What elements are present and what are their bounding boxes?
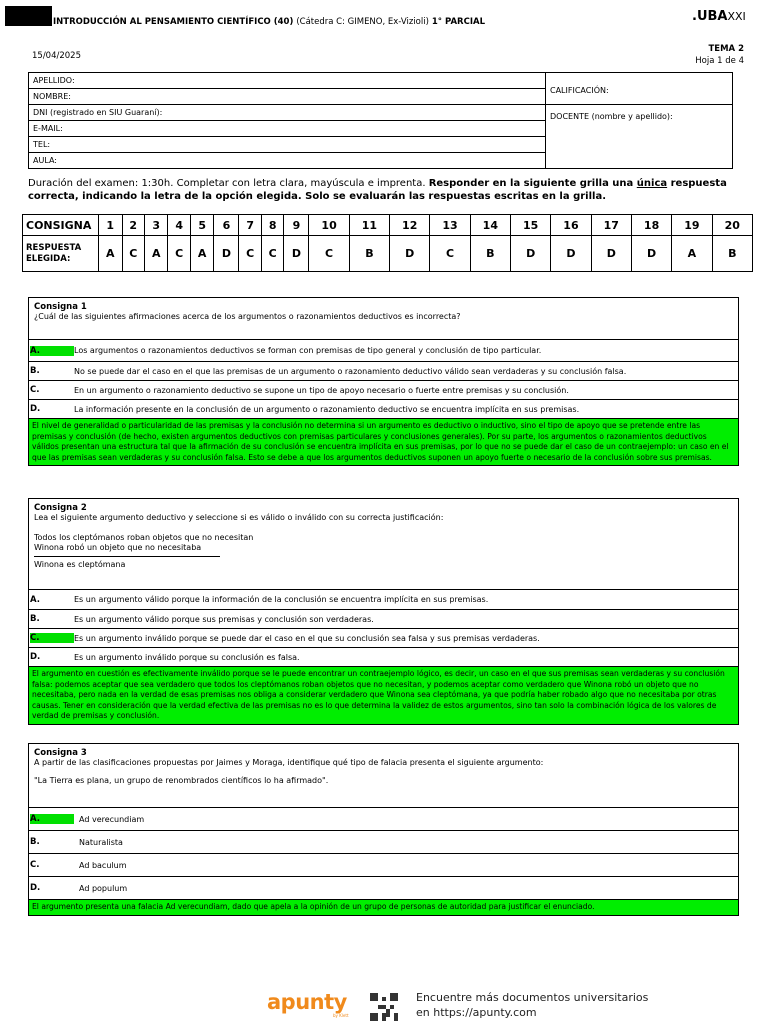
aula-field: AULA: [29, 153, 546, 169]
email-field: E-MAIL: [29, 121, 546, 137]
answer-cell[interactable]: C [430, 236, 470, 272]
option-c: C. Es un argumento inválido porque se puede dar el caso en el que su conclusión sea falsa y sus premisas verdaderas. [29, 628, 738, 647]
answer-cell[interactable]: D [284, 236, 309, 272]
option-d: D. Ad populum [29, 876, 738, 899]
consigna-number: 5 [190, 215, 214, 236]
apunty-logo[interactable]: apunty [267, 990, 347, 1014]
consigna-number: 14 [470, 215, 510, 236]
consigna-2-question: Lea el siguiente argumento deductivo y seleccione si es válido o inválido con su correcta justificación: [34, 513, 444, 522]
conclusion: Winona es cleptómana [34, 560, 126, 569]
premise-1: Todos los cleptómanos roban objetos que no necesitan [34, 533, 254, 542]
option-d: D. La información presente en la conclusión de un argumento o razonamiento deductivo se encuentra implícita en sus premisas. [29, 399, 738, 418]
answer-cell[interactable]: D [214, 236, 239, 272]
answer-cell[interactable]: B [349, 236, 389, 272]
answer-cell[interactable]: D [390, 236, 430, 272]
consigna-3-explanation: El argumento presenta una falacia Ad verecundiam, dado que apela a la opinión de un grupo de personas de autoridad para justificar el enunciado. [29, 899, 738, 915]
footer-link[interactable]: en https://apunty.com [416, 1006, 537, 1019]
apunty-logo-sub: by Klett [333, 1013, 349, 1018]
exam-title: INTRODUCCIÓN AL PENSAMIENTO CIENTÍFICO (40) (Cátedra C: GIMENO, Ex-Vizioli) 1° PARCIAL [53, 17, 485, 27]
header-black-block [5, 6, 52, 26]
option-b: B. Es un argumento válido porque sus premisas y conclusión son verdaderas. [29, 609, 738, 628]
consigna-number: 8 [261, 215, 283, 236]
answer-cell[interactable]: B [712, 236, 752, 272]
answer-cell[interactable]: C [261, 236, 283, 272]
consigna-1-title: Consigna 1 [34, 302, 87, 312]
consigna-number: 19 [672, 215, 712, 236]
consigna-number: 20 [712, 215, 752, 236]
qr-code-icon[interactable] [370, 993, 398, 1021]
dni-field: DNI (registrado en SIU Guaraní): [29, 105, 546, 121]
answer-cell[interactable]: D [631, 236, 671, 272]
consigna-number: 17 [591, 215, 631, 236]
consigna-1-explanation: El nivel de generalidad o particularidad de las premisas y la conclusión no determina si un argumento es deductivo o inductivo, sino el tipo de apoyo que se pretende entre las premisas y conclusión (de hecho, existen argumentos deductivos con premisas particulares y conclusiones generales). Por su parte, los argumentos o razonamientos deductivos válidos presentan una estructura tal que la afirmación de su conclusión se encuentra implícita en sus premisas, por lo que no se puede dar el caso de un contraejemplo: un caso en el que las premisas sean verdaderas y su conclusión falsa. Esto se debe a que los argumentos deductivos suponen un apoyo fuerte o necesario de la conclusión sobre sus premisas. [29, 418, 738, 465]
premise-2: Winona robó un objeto que no necesitaba [34, 543, 202, 552]
nombre-field: NOMBRE: [29, 89, 546, 105]
docente-field: DOCENTE (nombre y apellido): [546, 105, 733, 169]
answer-cell[interactable]: A [99, 236, 123, 272]
option-b: B. No se puede dar el caso en el que las premisas de un argumento o razonamiento deductivo válido sean verdaderas y su conclusión falsa. [29, 361, 738, 380]
consigna-2-title: Consigna 2 [34, 503, 87, 513]
consigna-number: 13 [430, 215, 470, 236]
consigna-3-question: A partir de las clasificaciones propuestas por Jaimes y Moraga, identifique qué tipo de falacia presenta el siguiente argumento: [34, 758, 544, 767]
answer-cell[interactable]: C [122, 236, 144, 272]
student-info-table [28, 72, 733, 169]
consigna-number: 4 [168, 215, 190, 236]
consigna-3 [28, 743, 739, 916]
footer-promo-text: Encuentre más documentos universitarios en https://apunty.com [416, 991, 649, 1019]
answer-cell[interactable]: D [510, 236, 550, 272]
consigna-3-title: Consigna 3 [34, 748, 87, 758]
answer-cell[interactable]: D [551, 236, 591, 272]
answer-cell[interactable]: D [591, 236, 631, 272]
exam-instructions: Duración del examen: 1:30h. Completar con letra clara, mayúscula e imprenta. Responder en la siguiente grilla una única respuesta correcta, indicando la letra de la opción elegida. Solo se evaluarán las respuestas escritas en la grilla. [28, 178, 727, 202]
consigna-1 [28, 297, 739, 466]
apellido-field: APELLIDO: [29, 73, 546, 89]
calificacion-field: CALIFICACIÓN: [546, 73, 733, 105]
conclusion-line [34, 556, 220, 557]
consigna-2-explanation: El argumento en cuestión es efectivamente inválido porque se le puede encontrar un contraejemplo lógico, es decir, un caso en el que sus premisas sean verdaderas y su conclusión falsa: podemos aceptar que sea verdadero que todos los cleptómanos roban objetos que no necesitan, y podemos aceptar como verdadero que Winona robó un objeto que no necesitaba, pero nada en la verdad de esas premisas nos obliga a considerar verdadero que Winona sea cleptómana, ya que podría haber robado algo que no necesitaba por otras causas. Tener en consideración que la verdad efectiva de las premisas no es lo que determina la validez de estos argumentos, sino tan solo la combinación lógica de los valores de verdad de premisas y conclusión. [29, 666, 738, 724]
consigna-1-question: ¿Cuál de las siguientes afirmaciones acerca de los argumentos o razonamientos deductivos es incorrecta? [34, 312, 461, 321]
consigna-label: CONSIGNA [23, 215, 99, 236]
option-c: C. En un argumento o razonamiento deductivo se supone un tipo de apoyo necesario o fuerte entre premisas y su conclusión. [29, 380, 738, 399]
consigna-number: 15 [510, 215, 550, 236]
tel-field: TEL: [29, 137, 546, 153]
option-c: C. Ad baculum [29, 853, 738, 876]
answer-cell[interactable]: C [239, 236, 261, 272]
option-d: D. Es un argumento inválido porque su conclusión es falsa. [29, 647, 738, 666]
option-a: A. Es un argumento válido porque la información de la conclusión se encuentra implícita en sus premisas. [29, 589, 738, 609]
answer-grid [22, 214, 753, 272]
consigna-number: 9 [284, 215, 309, 236]
page-indicator: Hoja 1 de 4 [695, 56, 744, 66]
consigna-number: 3 [144, 215, 168, 236]
exam-date: 15/04/2025 [32, 51, 81, 61]
consigna-2 [28, 498, 739, 725]
answer-cell[interactable]: A [144, 236, 168, 272]
answer-cell[interactable]: C [168, 236, 190, 272]
answer-cell[interactable]: C [309, 236, 349, 272]
consigna-number: 10 [309, 215, 349, 236]
consigna-number: 7 [239, 215, 261, 236]
option-b: B. Naturalista [29, 830, 738, 853]
consigna-number: 11 [349, 215, 389, 236]
uba-xxi-logo: .UBAXXI [692, 9, 746, 24]
option-a: A. Ad verecundiam [29, 807, 738, 830]
option-a: A. Los argumentos o razonamientos deductivos se forman con premisas de tipo general y conclusión de tipo particular. [29, 339, 738, 361]
consigna-number: 2 [122, 215, 144, 236]
respuesta-label: RESPUESTA ELEGIDA: [23, 236, 99, 272]
consigna-number: 12 [390, 215, 430, 236]
consigna-3-quote: "La Tierra es plana, un grupo de renombrados científicos lo ha afirmado". [34, 776, 329, 785]
tema-label: TEMA 2 [708, 44, 744, 54]
consigna-number: 16 [551, 215, 591, 236]
consigna-number: 18 [631, 215, 671, 236]
consigna-number: 6 [214, 215, 239, 236]
answer-cell[interactable]: A [190, 236, 214, 272]
consigna-number: 1 [99, 215, 123, 236]
answer-cell[interactable]: B [470, 236, 510, 272]
answer-cell[interactable]: A [672, 236, 712, 272]
